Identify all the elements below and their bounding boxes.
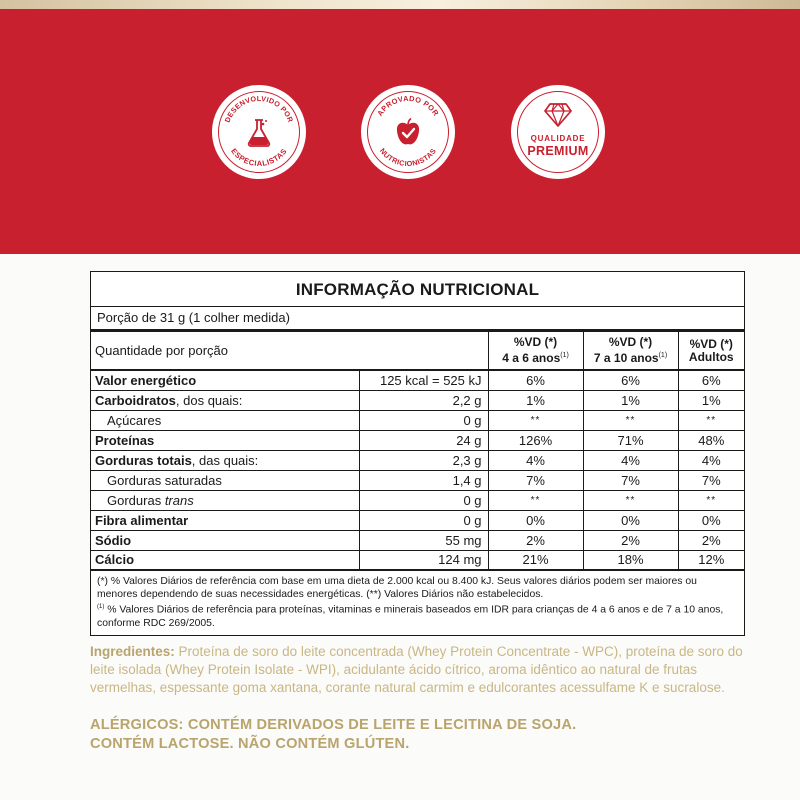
table-row bbox=[91, 410, 744, 430]
apple-check-icon bbox=[392, 116, 424, 148]
nutrient-name: Açúcares bbox=[91, 410, 359, 430]
header-label: Quantidade por porção bbox=[91, 332, 488, 370]
header-col-4-6-line1: %VD (*) bbox=[513, 335, 558, 349]
badge2-top-text: APROVADO POR bbox=[375, 93, 441, 118]
nutrient-vd-4-6: 6% bbox=[488, 370, 583, 390]
badge3-big-text: PREMIUM bbox=[527, 144, 589, 158]
nutrient-vd-4-6: ** bbox=[488, 410, 583, 430]
nutrient-vd-7-10: 18% bbox=[583, 550, 678, 570]
nutrient-name: Valor energético bbox=[91, 370, 359, 390]
table-title: INFORMAÇÃO NUTRICIONAL bbox=[295, 280, 540, 299]
header-col-7-10-line2: 7 a 10 anos bbox=[593, 351, 659, 365]
table-row bbox=[91, 390, 744, 410]
nutrient-vd-7-10: ** bbox=[583, 410, 678, 430]
nutrient-name: Sódio bbox=[91, 530, 359, 550]
svg-text:ESPECIALISTAS bbox=[229, 147, 289, 168]
nutrient-vd-adultos: 48% bbox=[678, 430, 744, 450]
badge-nutricionistas bbox=[361, 85, 455, 179]
badge3-small-text: QUALIDADE bbox=[530, 134, 586, 143]
nutrient-vd-adultos: 4% bbox=[678, 450, 744, 470]
table-row bbox=[91, 510, 744, 530]
table-row bbox=[91, 370, 744, 390]
nutrient-vd-adultos: 2% bbox=[678, 530, 744, 550]
nutrient-name bbox=[91, 390, 359, 410]
nutrient-vd-7-10: 6% bbox=[583, 370, 678, 390]
portion-line: Porção de 31 g (1 colher medida) bbox=[91, 306, 744, 329]
nutrient-vd-4-6: ** bbox=[488, 490, 583, 510]
header-col-7-10 bbox=[583, 332, 678, 370]
flask-icon bbox=[243, 116, 275, 148]
header-col-adultos-line2: Adultos bbox=[688, 349, 734, 364]
nutrient-qty: 1,4 g bbox=[359, 470, 488, 490]
nutrient-qty: 125 kcal = 525 kJ bbox=[359, 370, 488, 390]
nutrient-qty: 0 g bbox=[359, 490, 488, 510]
table-row bbox=[91, 430, 744, 450]
header-col-4-6-line2: 4 a 6 anos bbox=[502, 351, 561, 365]
allergens-line-1: ALÉRGICOS: CONTÉM DERIVADOS DE LEITE E LECITINA DE SOJA. bbox=[90, 717, 577, 733]
table-row bbox=[91, 470, 744, 490]
nutrient-vd-adultos: 1% bbox=[678, 390, 744, 410]
ingredients-text bbox=[90, 643, 760, 697]
nutrient-vd-4-6: 1% bbox=[488, 390, 583, 410]
nutrient-name-bold: Gorduras totais bbox=[95, 452, 192, 468]
header-col-7-10-sup: (1) bbox=[658, 352, 668, 359]
table-row bbox=[91, 550, 744, 570]
footnote-2: % Valores Diários de referência para proteínas, vitaminas e minerais baseados em IDR para crianças de 4 a 6 anos e de 7 a 10 anos, conforme RDC 269/2005. bbox=[97, 604, 724, 630]
nutrient-vd-adultos: 0% bbox=[678, 510, 744, 530]
nutrient-vd-4-6: 4% bbox=[488, 450, 583, 470]
nutrient-vd-4-6: 2% bbox=[488, 530, 583, 550]
badge1-bottom-text: ESPECIALISTAS bbox=[229, 146, 289, 169]
nutrient-name-rest: , das quais: bbox=[191, 452, 259, 468]
nutrient-vd-4-6: 126% bbox=[488, 430, 583, 450]
nutrient-name-italic: trans bbox=[164, 492, 194, 508]
footnote-2-sup: (1) bbox=[97, 604, 105, 611]
nutrient-vd-adultos: 6% bbox=[678, 370, 744, 390]
nutrient-vd-7-10: 7% bbox=[583, 470, 678, 490]
nutrient-grid bbox=[91, 332, 744, 571]
nutrient-name bbox=[91, 490, 359, 510]
table-footnotes bbox=[91, 571, 744, 630]
nutrient-vd-4-6: 0% bbox=[488, 510, 583, 530]
nutrient-vd-7-10: 1% bbox=[583, 390, 678, 410]
nutrient-name-pre: Gorduras bbox=[107, 492, 165, 508]
nutrient-qty: 55 mg bbox=[359, 530, 488, 550]
badge-premium bbox=[511, 85, 605, 179]
nutrient-name: Proteínas bbox=[91, 430, 359, 450]
header-col-adultos bbox=[678, 332, 744, 370]
nutrient-name bbox=[91, 450, 359, 470]
nutrient-vd-adultos: ** bbox=[678, 410, 744, 430]
table-row bbox=[91, 450, 744, 470]
header-col-4-6-sup: (1) bbox=[560, 352, 569, 359]
allergens-text bbox=[90, 716, 760, 754]
nutrient-qty: 0 g bbox=[359, 510, 488, 530]
nutrient-name-rest: , dos quais: bbox=[175, 392, 243, 408]
nutrient-qty: 2,3 g bbox=[359, 450, 488, 470]
nutrient-vd-4-6: 21% bbox=[488, 550, 583, 570]
allergens-line-2: CONTÉM LACTOSE. NÃO CONTÉM GLÚTEN. bbox=[90, 736, 410, 752]
badge2-bottom-text: NUTRICIONISTAS bbox=[377, 146, 439, 169]
nutrient-vd-7-10: ** bbox=[583, 490, 678, 510]
nutrient-vd-adultos: 12% bbox=[678, 550, 744, 570]
nutrient-qty: 2,2 g bbox=[359, 390, 488, 410]
nutrient-name-bold: Carboidratos bbox=[95, 392, 176, 408]
nutrient-name: Gorduras saturadas bbox=[91, 470, 359, 490]
table-row bbox=[91, 490, 744, 510]
ingredients-label: Ingredientes: bbox=[90, 644, 175, 659]
nutrient-name: Cálcio bbox=[91, 550, 359, 570]
header-col-adultos-line1: %VD (*) bbox=[689, 336, 733, 351]
footnote-1: (*) % Valores Diários de referência com base em uma dieta de 2.000 kcal ou 8.400 kJ. Seus valores diários podem ser maiores ou menores dependendo de suas necessidades energéticas. (**) Valores Diários não estabelecidos. bbox=[97, 576, 697, 601]
table-row bbox=[91, 530, 744, 550]
nutrient-vd-7-10: 4% bbox=[583, 450, 678, 470]
nutrient-qty: 0 g bbox=[359, 410, 488, 430]
nutrient-vd-7-10: 0% bbox=[583, 510, 678, 530]
top-gold-strip bbox=[0, 0, 800, 9]
badge1-top-text: DESENVOLVIDO POR bbox=[222, 93, 296, 124]
nutrient-vd-adultos: ** bbox=[678, 490, 744, 510]
svg-text:APROVADO POR bbox=[375, 94, 441, 118]
badge-especialistas bbox=[212, 85, 306, 179]
nutrient-name: Fibra alimentar bbox=[91, 510, 359, 530]
nutrient-vd-7-10: 2% bbox=[583, 530, 678, 550]
ingredients-body: Proteína de soro do leite concentrada (Whey Protein Concentrate - WPC), proteína de soro do leite isolada (Whey Protein Isolate - WPI), acidulante ácido cítrico, aroma idêntico ao natural de frutas vermelhas, espessante goma xantana, corante natural carmim e edulcorantes acessulfame K e sucralose. bbox=[90, 644, 743, 695]
nutrient-qty: 24 g bbox=[359, 430, 488, 450]
svg-text:NUTRICIONISTAS bbox=[378, 146, 438, 168]
header-row bbox=[91, 332, 744, 370]
header-col-7-10-line1: %VD (*) bbox=[608, 335, 653, 349]
nutrient-vd-adultos: 7% bbox=[678, 470, 744, 490]
diamond-icon bbox=[544, 102, 572, 128]
header-col-4-6 bbox=[488, 332, 583, 370]
nutrient-vd-7-10: 71% bbox=[583, 430, 678, 450]
nutrition-table bbox=[90, 271, 745, 636]
nutrient-qty: 124 mg bbox=[359, 550, 488, 570]
nutrient-vd-4-6: 7% bbox=[488, 470, 583, 490]
